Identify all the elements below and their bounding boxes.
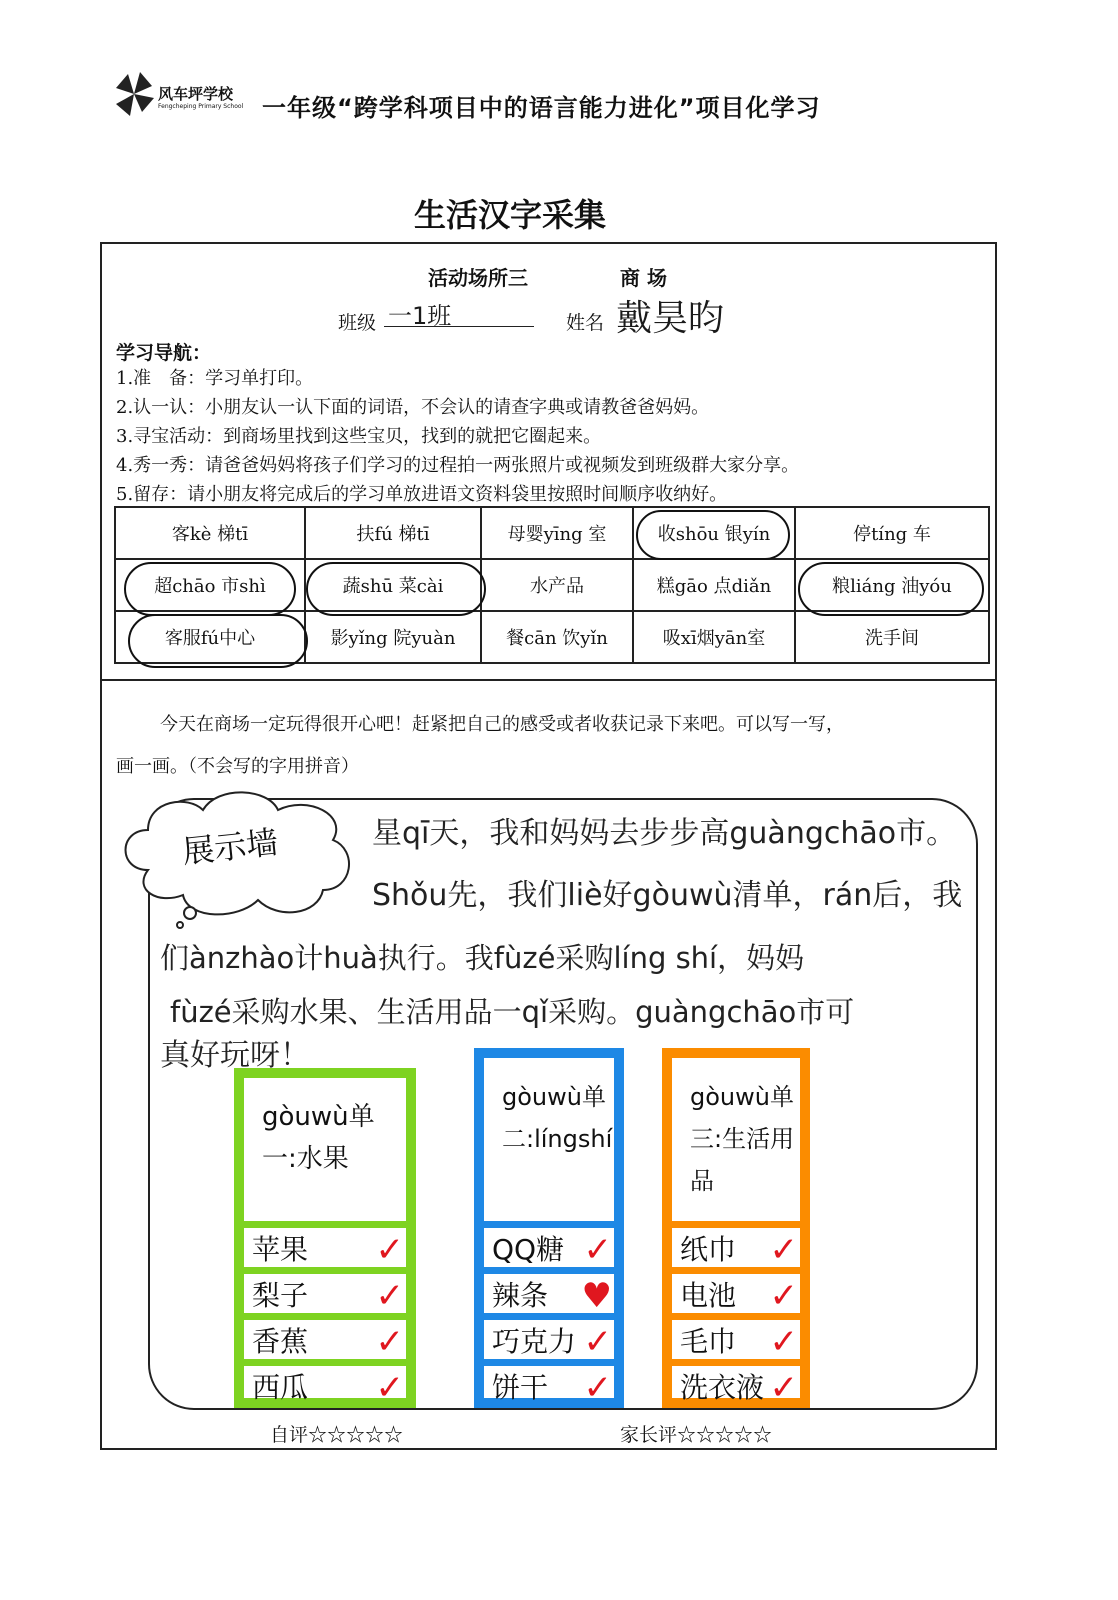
essay-line: Shǒu先，我们liè好gòuwù清单，rán后，我 xyxy=(372,878,963,913)
list-item: 辣条 xyxy=(492,1278,549,1312)
found-circle xyxy=(128,614,308,668)
essay-line: fùzé采购水果、生活用品一qǐ采购。guàngchāo市可 xyxy=(170,995,855,1029)
list-item: 西瓜 xyxy=(252,1370,309,1404)
word-cell[interactable]: 餐cān 饮yǐn xyxy=(481,611,633,663)
found-circle xyxy=(636,510,790,560)
essay-line: 们ànzhào计huà执行。我fùzé采购líng shí，妈妈 xyxy=(160,941,805,975)
guide-heading: 学习导航： xyxy=(116,342,212,364)
list-item: 洗衣液 xyxy=(680,1370,765,1404)
list-subtitle: 二:língshí xyxy=(502,1125,613,1153)
word-cell[interactable]: 停tíng 车 xyxy=(795,507,989,559)
prompt-line: 画一画。（不会写的字用拼音） xyxy=(116,756,359,777)
list-item: 电池 xyxy=(680,1278,737,1312)
list-item: 香蕉 xyxy=(252,1324,309,1358)
check-icon: ✓ xyxy=(769,1276,798,1316)
list-subtitle: 三:生活用品 xyxy=(690,1125,795,1195)
name-value[interactable]: 戴昊昀 xyxy=(616,298,725,339)
guide-item: 5.留存：请小朋友将完成后的学习单放进语文资料袋里按照时间顺序收纳好。 xyxy=(116,484,728,505)
guide-item: 3.寻宝活动：到商场里找到这些宝贝，找到的就把它圈起来。 xyxy=(116,426,602,447)
list-item: 纸巾 xyxy=(680,1232,737,1266)
found-circle xyxy=(798,562,984,616)
check-icon: ✓ xyxy=(375,1230,404,1270)
list-item: 梨子 xyxy=(252,1278,309,1312)
word-cell[interactable]: 蔬shū 菜cài xyxy=(305,559,481,611)
class-value[interactable]: 一1班 xyxy=(388,302,452,330)
list-subtitle: 一:水果 xyxy=(262,1144,349,1174)
section-divider xyxy=(100,679,997,681)
guide-item: 1.准 备：学习单打印。 xyxy=(116,368,314,389)
word-cell[interactable]: 吸xī烟yān室 xyxy=(633,611,795,663)
word-cell[interactable]: 影yǐng 院yuàn xyxy=(305,611,481,663)
word-cell[interactable]: 洗手间 xyxy=(795,611,989,663)
check-icon: ✓ xyxy=(769,1368,798,1408)
school-subname: Fengcheping Primary School xyxy=(158,103,244,110)
list-title: gòuwù单 xyxy=(502,1083,606,1111)
parent-rating[interactable]: 家长评☆☆☆☆☆ xyxy=(620,1424,773,1446)
word-cell[interactable]: 粮liáng 油yóu xyxy=(795,559,989,611)
venue-label: 活动场所三 xyxy=(428,266,528,290)
check-icon: ✓ xyxy=(583,1322,612,1362)
word-cell[interactable]: 客服fú中心 xyxy=(115,611,305,663)
check-icon: ✓ xyxy=(769,1230,798,1270)
guide-item: 4.秀一秀：请爸爸妈妈将孩子们学习的过程拍一两张照片或视频发到班级群大家分享。 xyxy=(116,455,800,476)
check-icon: ✓ xyxy=(375,1322,404,1362)
word-cell[interactable]: 母婴yīng 室 xyxy=(481,507,633,559)
word-cell[interactable]: 扶fú 梯tī xyxy=(305,507,481,559)
class-underline xyxy=(384,326,534,327)
name-label: 姓名 xyxy=(566,312,605,334)
word-cell[interactable]: 收shōu 银yín xyxy=(633,507,795,559)
venue-value: 商 场 xyxy=(620,266,667,290)
shopping-list-fruit xyxy=(234,1068,416,1408)
check-icon: ✓ xyxy=(769,1322,798,1362)
shopping-list-snacks xyxy=(474,1048,624,1408)
check-icon: ✓ xyxy=(583,1368,612,1408)
list-title: gòuwù单 xyxy=(690,1083,794,1111)
prompt-line: 今天在商场一定玩得很开心吧！赶紧把自己的感受或者收获记录下来吧。可以写一写， xyxy=(160,714,844,735)
found-circle xyxy=(124,562,296,616)
essay-line: 真好玩呀！ xyxy=(160,1038,310,1073)
school-name: 风车坪学校 xyxy=(158,85,234,103)
project-title: 一年级“跨学科项目中的语言能力进化”项目化学习 xyxy=(262,94,821,122)
list-item: 巧克力 xyxy=(492,1324,577,1358)
word-cell[interactable]: 超chāo 市shì xyxy=(115,559,305,611)
check-icon: ✓ xyxy=(375,1276,404,1316)
check-icon: ✓ xyxy=(583,1230,612,1270)
list-item: 饼干 xyxy=(492,1370,549,1404)
list-item: 苹果 xyxy=(252,1232,309,1266)
word-cell[interactable]: 客kè 梯tī xyxy=(115,507,305,559)
class-label: 班级 xyxy=(338,312,377,334)
guide-item: 2.认一认：小朋友认一认下面的词语，不会认的请查字典或请教爸爸妈妈。 xyxy=(116,397,710,418)
found-circle xyxy=(306,562,486,616)
heart-icon: ♥ xyxy=(581,1276,612,1316)
page-title: 生活汉字采集 xyxy=(413,196,606,234)
shopping-list-daily xyxy=(662,1048,810,1408)
list-title: gòuwù单 xyxy=(262,1102,375,1132)
word-cell[interactable]: 糕gāo 点diǎn xyxy=(633,559,795,611)
list-item: 毛巾 xyxy=(680,1324,737,1358)
check-icon: ✓ xyxy=(375,1368,404,1408)
self-rating[interactable]: 自评☆☆☆☆☆ xyxy=(270,1424,404,1446)
essay-line: 星qī天，我和妈妈去步步高guàngchāo市。 xyxy=(372,816,957,851)
word-cell[interactable]: 水产品 xyxy=(481,559,633,611)
list-item: QQ糖 xyxy=(492,1232,565,1266)
showcase-label: 展示墙 xyxy=(180,823,280,871)
